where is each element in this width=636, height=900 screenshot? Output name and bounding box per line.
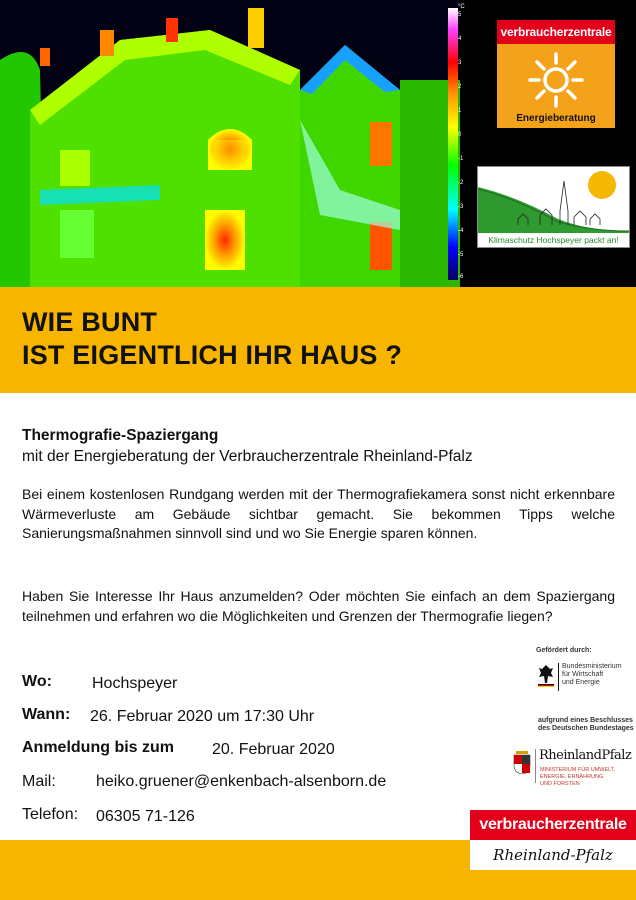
footer-band	[0, 840, 470, 900]
registration-deadline: 20. Februar 2020	[212, 741, 335, 758]
decision-line-1: aufgrund eines Beschlusses	[538, 717, 633, 724]
scale-tick: 4	[458, 36, 462, 42]
headline-line-2: IST EIGENTLICH IHR HAUS ?	[22, 340, 403, 370]
where-value: Hochspeyer	[92, 675, 178, 692]
scale-tick: -4	[458, 228, 464, 234]
funding-block	[508, 645, 636, 815]
decision-line-2: des Deutschen Bundestages	[538, 725, 634, 732]
headline	[22, 306, 402, 372]
footer-band-right	[470, 870, 636, 900]
scale-tick: 3	[458, 60, 462, 66]
when-label: Wann:	[22, 706, 71, 723]
funding-intro: Gefördert durch:	[536, 647, 592, 654]
vz-rlp-logo	[470, 810, 636, 870]
klimaschutz-caption: Klimaschutz Hochspeyer packt an!	[488, 235, 619, 245]
bmwi-line-2: für Wirtschaft	[562, 671, 604, 678]
scale-tick: -5	[458, 252, 464, 258]
federal-eagle-icon	[538, 663, 554, 687]
rlp-ministry-line-1: MINISTERIUM FÜR UMWELT,	[540, 767, 616, 773]
when-value: 26. Februar 2020 um 17:30 Uhr	[90, 708, 315, 725]
registration-label: Anmeldung bis zum	[22, 739, 174, 756]
scale-tick: 2	[458, 84, 462, 90]
where-label: Wo:	[22, 673, 52, 690]
vz-logo-title: verbraucherzentrale	[497, 20, 615, 44]
rlp-name: RheinlandPfalz	[539, 748, 632, 763]
phone-number: 06305 71-126	[96, 808, 195, 825]
scale-tick: 5	[458, 12, 462, 18]
scale-tick: -3	[458, 204, 464, 210]
scale-tick: -6	[458, 274, 464, 280]
vz-logo-subtitle: Energieberatung	[516, 113, 596, 124]
headline-line-1: WIE BUNT	[22, 307, 158, 337]
rlp-ministry	[540, 767, 615, 788]
bmwi-line-3: und Energie	[562, 679, 600, 686]
description-paragraph-2: Haben Sie Interesse Ihr Haus anzumelden? Oder möchten Sie einfach an dem Spaziergang teilnehmen und erfahren wo die Möglichkeiten und Grenzen der Thermografie liegen?	[22, 588, 615, 624]
sun-icon	[497, 50, 615, 110]
bmwi-name	[562, 663, 622, 687]
rlp-ministry-line-2: ENERGIE, ERNÄHRUNG	[540, 774, 604, 780]
mail-address-link[interactable]: heiko.gruener@enkenbach-alsenborn.de	[96, 773, 387, 790]
bundestag-decision	[538, 717, 634, 733]
event-title: Thermografie-Spaziergang	[22, 427, 219, 444]
bmwi-line-1: Bundesministerium	[562, 663, 622, 670]
phone-label: Telefon:	[22, 806, 79, 823]
scale-tick: 1	[458, 108, 462, 114]
temperature-scale-bar	[448, 8, 458, 280]
scale-tick: -2	[458, 180, 464, 186]
village-hill-icon	[478, 167, 629, 233]
mail-label: Mail:	[22, 773, 56, 790]
scale-unit: °C	[458, 4, 465, 10]
rlp-coat-of-arms-icon	[512, 751, 532, 775]
description-paragraph-1: Bei einem kostenlosen Rundgang werden mit der Thermografiekamera sonst nicht erkennbare Wärmeverluste am Gebäude sichtbar gemacht. Sie bekommen Tipps welche Sanierungsmaßnahmen sinnvoll sind und wo Sie Energie sparen können.	[22, 486, 615, 541]
scale-tick: -1	[458, 156, 464, 162]
vz-rlp-title: verbraucherzentrale	[470, 810, 636, 840]
event-subtitle: mit der Energieberatung der Verbraucherzentrale Rheinland-Pfalz	[22, 448, 473, 465]
vz-rlp-region: Rheinland-Pfalz	[470, 841, 636, 869]
klimaschutz-logo	[477, 166, 630, 248]
vz-energieberatung-logo	[497, 20, 615, 128]
rlp-ministry-line-3: UND FORSTEN	[540, 781, 580, 787]
scale-tick: 0	[458, 132, 462, 138]
temperature-scale-ticks	[458, 12, 472, 282]
